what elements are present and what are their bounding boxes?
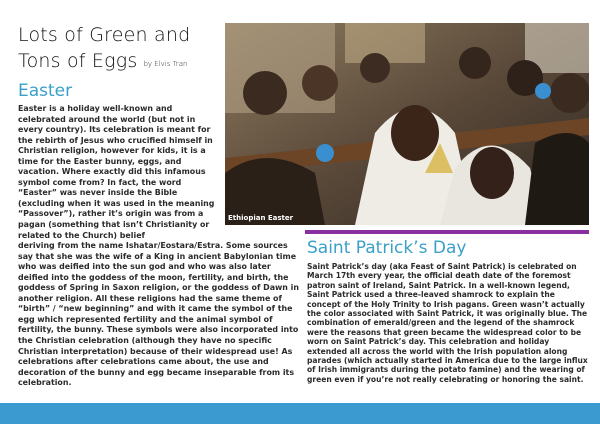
saint-patricks-heading: Saint Patrick’s Day — [307, 238, 467, 258]
ethiopian-easter-photo — [225, 23, 589, 225]
photo-illustration — [225, 23, 589, 225]
saint-patricks-body: Saint Patrick’s day (aka Feast of Saint Patrick) is celebrated on March 17th every year, the official death date of the foremost patron saint of Ireland, Saint Patrick. In a well-known legend, Saint Patrick used a three-leaved shamrock to explain the concept of the Holy Trinity to Irish pagans. Green wasn’t actually the color associated with Saint Patrick, it was originally blue. The combination of emerald/green and the legend of the shamrock were the reasons that green became the widespread color to be worn on Saint Patrick’s day. This celebration and holiday extended all across the world with the Irish population along parades (which actually started in America due to the large influx of Irish immigrants during the potato famine) and the wearing of green even if you’re not really celebrating or honoring the saint. — [307, 262, 588, 384]
easter-heading: Easter — [18, 81, 73, 101]
article-title — [18, 22, 228, 77]
easter-body-rest: deriving from the name Ishatar/Eostara/Estra. Some sources say that she was the wife of a King in ancient Babylonian time who was deified into the sun god and who was also later deified into the goddess of the moon, fertility, and birth, the goddess of Spring in Saxon religion, or the goddess of Dawn in another religion. All these religions had the same theme of “birth” / “new beginning” and with it came the symbol of the egg which represented fertility and the animal symbol of fertility, the bunny. These symbols were also incorporated into the Christian celebration (although they have no specific Christian interpretation) because of their widespread use! As celebrations after celebrations came about, the use and decoration of the bunny and egg became inseparable from its celebration. — [18, 241, 299, 388]
title-line-2-text: Tons of Eggs — [18, 50, 138, 72]
title-line-2 — [18, 48, 228, 77]
title-line-1: Lots of Green and — [18, 24, 191, 46]
easter-body-intro: Easter is a holiday well-known and celebrated around the world (but not in every country). Its celebration is meant for the rebirth of Jesus who crucified himself in Christian religion, however for kids, it is a time for the Easter bunny, eggs, and vacation. Where exactly did this infamous symbol come from? In fact, the word “Easter” was never inside the Bible (excluding when it was used in the meaning “Passover”), rather it’s origin was from a pagan (something that isn’t Christianity or related to the Church) belief — [18, 104, 215, 240]
footer-bar — [0, 403, 600, 424]
author-byline: by Elvis Tran — [143, 60, 188, 68]
photo-caption: Ethiopian Easter — [228, 214, 294, 222]
section-divider — [305, 230, 589, 234]
